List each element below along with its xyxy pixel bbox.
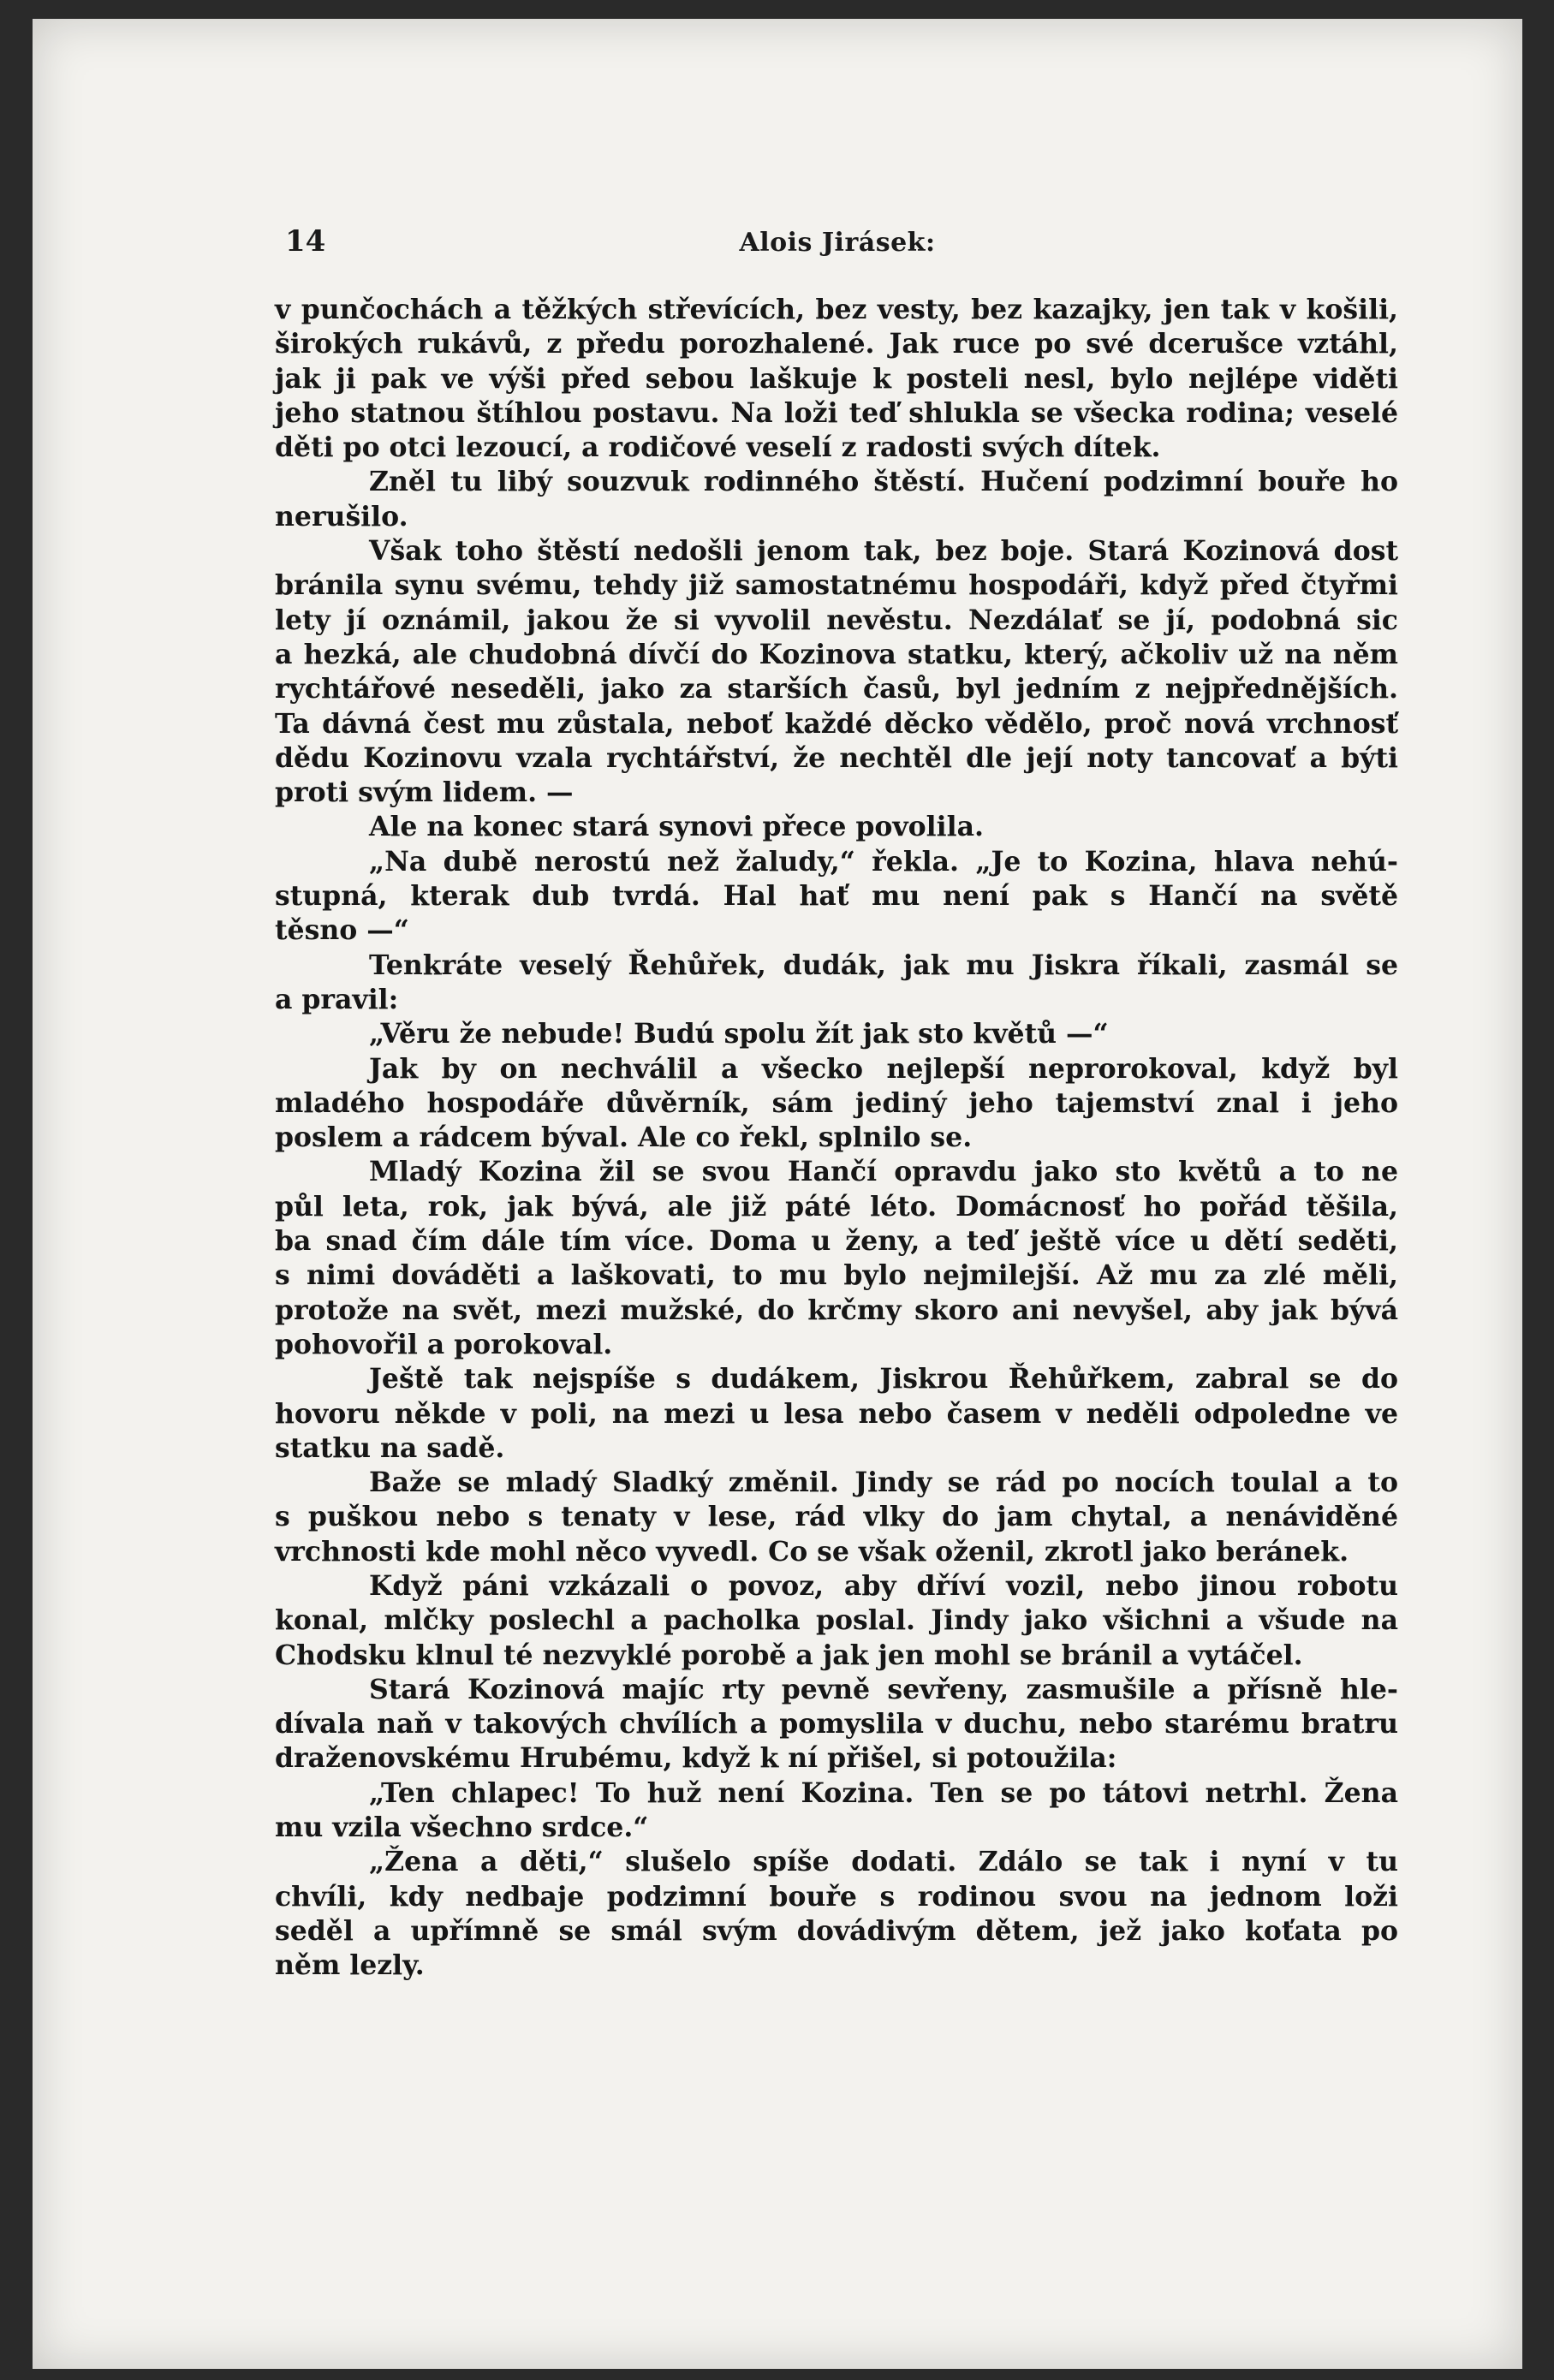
page-header	[285, 224, 1390, 267]
text-line: pohovořil a porokoval.	[275, 1328, 613, 1360]
text-line: ba snad čím dále tím více. Doma u ženy, a teď ještě více u dětí seděti,	[275, 1225, 1398, 1258]
text-line: děti po otci lezoucí, a rodičové veselí z radosti svých dítek.	[275, 431, 1161, 464]
text-line: proti svým lidem. —	[275, 776, 574, 809]
text-line: Jak by on nechválil a všecko nejlepší neprorokoval, když byl	[369, 1052, 1398, 1085]
text-line: „Ten chlapec! To huž není Kozina. Ten se po tátovi netrhl. Žena	[369, 1776, 1398, 1809]
text-line: seděl a upřímně se smál svým dovádivým dětem, jež jako koťata po	[275, 1914, 1398, 1947]
paragraph	[275, 465, 1398, 534]
text-line: „Věru že nebude! Budú spolu žít jak sto květů —“	[369, 1018, 1109, 1050]
paragraph	[275, 1362, 1398, 1466]
text-line: Stará Kozinová majíc rty pevně sevřeny, zasmušile a přísně hle-	[369, 1673, 1398, 1705]
text-line: Ještě tak nejspíše s dudákem, Jiskrou Řehůřkem, zabral se do	[369, 1363, 1398, 1395]
text-line: Mladý Kozina žil se svou Hančí opravdu jako sto květů a to ne	[369, 1156, 1398, 1188]
text-line: Baže se mladý Sladký změnil. Jindy se rád po nocích toulal a to	[369, 1467, 1398, 1499]
paragraph	[275, 1017, 1398, 1051]
text-line: a hezká, ale chudobná dívčí do Kozinova statku, který, ačkoliv už na něm	[275, 638, 1398, 670]
text-line: širokých rukávů, z předu porozhalené. Jak ruce po své dcerušce vztáhl,	[275, 328, 1398, 360]
text-line: dědu Kozinovu vzala rychtářství, že nechtěl dle její noty tancovať a býti	[275, 741, 1398, 774]
text-line: rychtářové neseděli, jako za starších časů, byl jedním z nejpřednějších.	[275, 673, 1398, 705]
paragraph	[275, 1052, 1398, 1156]
text-line: Když páni vzkázali o povoz, aby dříví vozil, nebo jinou robotu	[369, 1569, 1398, 1602]
text-line: „Žena a děti,“ slušelo spíše dodati. Zdálo se tak i nyní v tu	[369, 1846, 1398, 1878]
text-line: Ta dávná čest mu zůstala, neboť každé děcko vědělo, proč nová vrchnosť	[275, 707, 1398, 740]
text-line: mu vzila všechno srdce.“	[275, 1812, 649, 1844]
text-line: poslem a rádcem býval. Ale co řekl, splnilo se.	[275, 1122, 973, 1154]
text-line: „Na dubě nerostú než žaludy,“ řekla. „Je to Kozina, hlava nehú-	[369, 845, 1398, 878]
page-number: 14	[285, 224, 326, 259]
text-line: půl leta, rok, jak bývá, ale již páté léto. Domácnosť ho pořád těšila,	[275, 1190, 1398, 1223]
text-line: těsno —“	[275, 914, 409, 947]
text-line: Ale na konec stará synovi přece povolila.	[369, 811, 984, 843]
text-line: vrchnosti kde mohl něco vyvedl. Co se však oženil, zkrotl jako beránek.	[275, 1535, 1349, 1568]
text-line: konal, mlčky poslechl a pacholka poslal. Jindy jako všichni a všude na	[275, 1604, 1398, 1637]
text-line: bránila synu svému, tehdy již samostatnému hospodáři, když před čtyřmi	[275, 569, 1398, 602]
text-line: stupná, kterak dub tvrdá. Hal hať mu není pak s Hančí na světě	[275, 880, 1398, 913]
text-line: dívala naň v takových chvílích a pomyslila v duchu, nebo starému bratru	[275, 1708, 1398, 1740]
text-line: s puškou nebo s tenaty v lese, rád vlky do jam chytal, a nenáviděné	[275, 1501, 1398, 1533]
text-line: něm lezly.	[275, 1949, 425, 1982]
body-text	[275, 293, 1398, 1984]
text-line: jeho statnou štíhlou postavu. Na loži teď shlukla se všecka rodina; veselé	[275, 396, 1398, 429]
paragraph	[275, 1673, 1398, 1776]
paragraph	[275, 293, 1398, 465]
text-line: a pravil:	[275, 983, 399, 1015]
paragraph	[275, 1569, 1398, 1673]
text-line: protože na svět, mezi mužské, do krčmy skoro ani nevyšel, aby jak bývá	[275, 1294, 1398, 1326]
text-line: hovoru někde v poli, na mezi u lesa nebo časem v neděli odpoledne ve	[275, 1397, 1398, 1430]
text-line: Však toho štěstí nedošli jenom tak, bez boje. Stará Kozinová dost	[369, 535, 1398, 568]
text-line: Tenkráte veselý Řehůřek, dudák, jak mu Jiskra říkali, zasmál se	[369, 949, 1398, 981]
text-line: Chodsku klnul té nezvyklé porobě a jak jen mohl se bránil a vytáčel.	[275, 1639, 1303, 1671]
paragraph	[275, 1155, 1398, 1362]
text-line: statku na sadě.	[275, 1431, 505, 1464]
text-line: jak ji pak ve výši před sebou laškuje k posteli nesl, bylo nejlépe viděti	[275, 362, 1398, 395]
paragraph	[275, 845, 1398, 949]
text-line: s nimi dováděti a laškovati, to mu bylo nejmilejší. Až mu za zlé měli,	[275, 1259, 1398, 1292]
paragraph	[275, 810, 1398, 844]
text-line: v punčochách a těžkých střevících, bez vesty, bez kazajky, jen tak v košili,	[275, 294, 1398, 325]
text-line: mladého hospodáře důvěrník, sám jediný jeho tajemství znal i jeho	[275, 1086, 1398, 1119]
text-line: lety jí oznámil, jakou že si vyvolil nevěstu. Nezdálať se jí, podobná sic	[275, 604, 1398, 636]
text-line: nerušilo.	[275, 500, 408, 533]
paragraph	[275, 949, 1398, 1018]
text-line: Zněl tu libý souzvuk rodinného štěstí. Hučení podzimní bouře ho	[369, 466, 1398, 498]
paragraph	[275, 1466, 1398, 1569]
paragraph	[275, 534, 1398, 810]
book-page	[33, 19, 1522, 2369]
paragraph	[275, 1845, 1398, 1983]
running-head: Alois Jirásek:	[739, 228, 936, 258]
text-line: chvíli, kdy nedbaje podzimní bouře s rodinou svou na jednom loži	[275, 1880, 1398, 1913]
paragraph	[275, 1776, 1398, 1846]
text-line: draženovskému Hrubému, když k ní přišel, si potoužila:	[275, 1742, 1117, 1775]
